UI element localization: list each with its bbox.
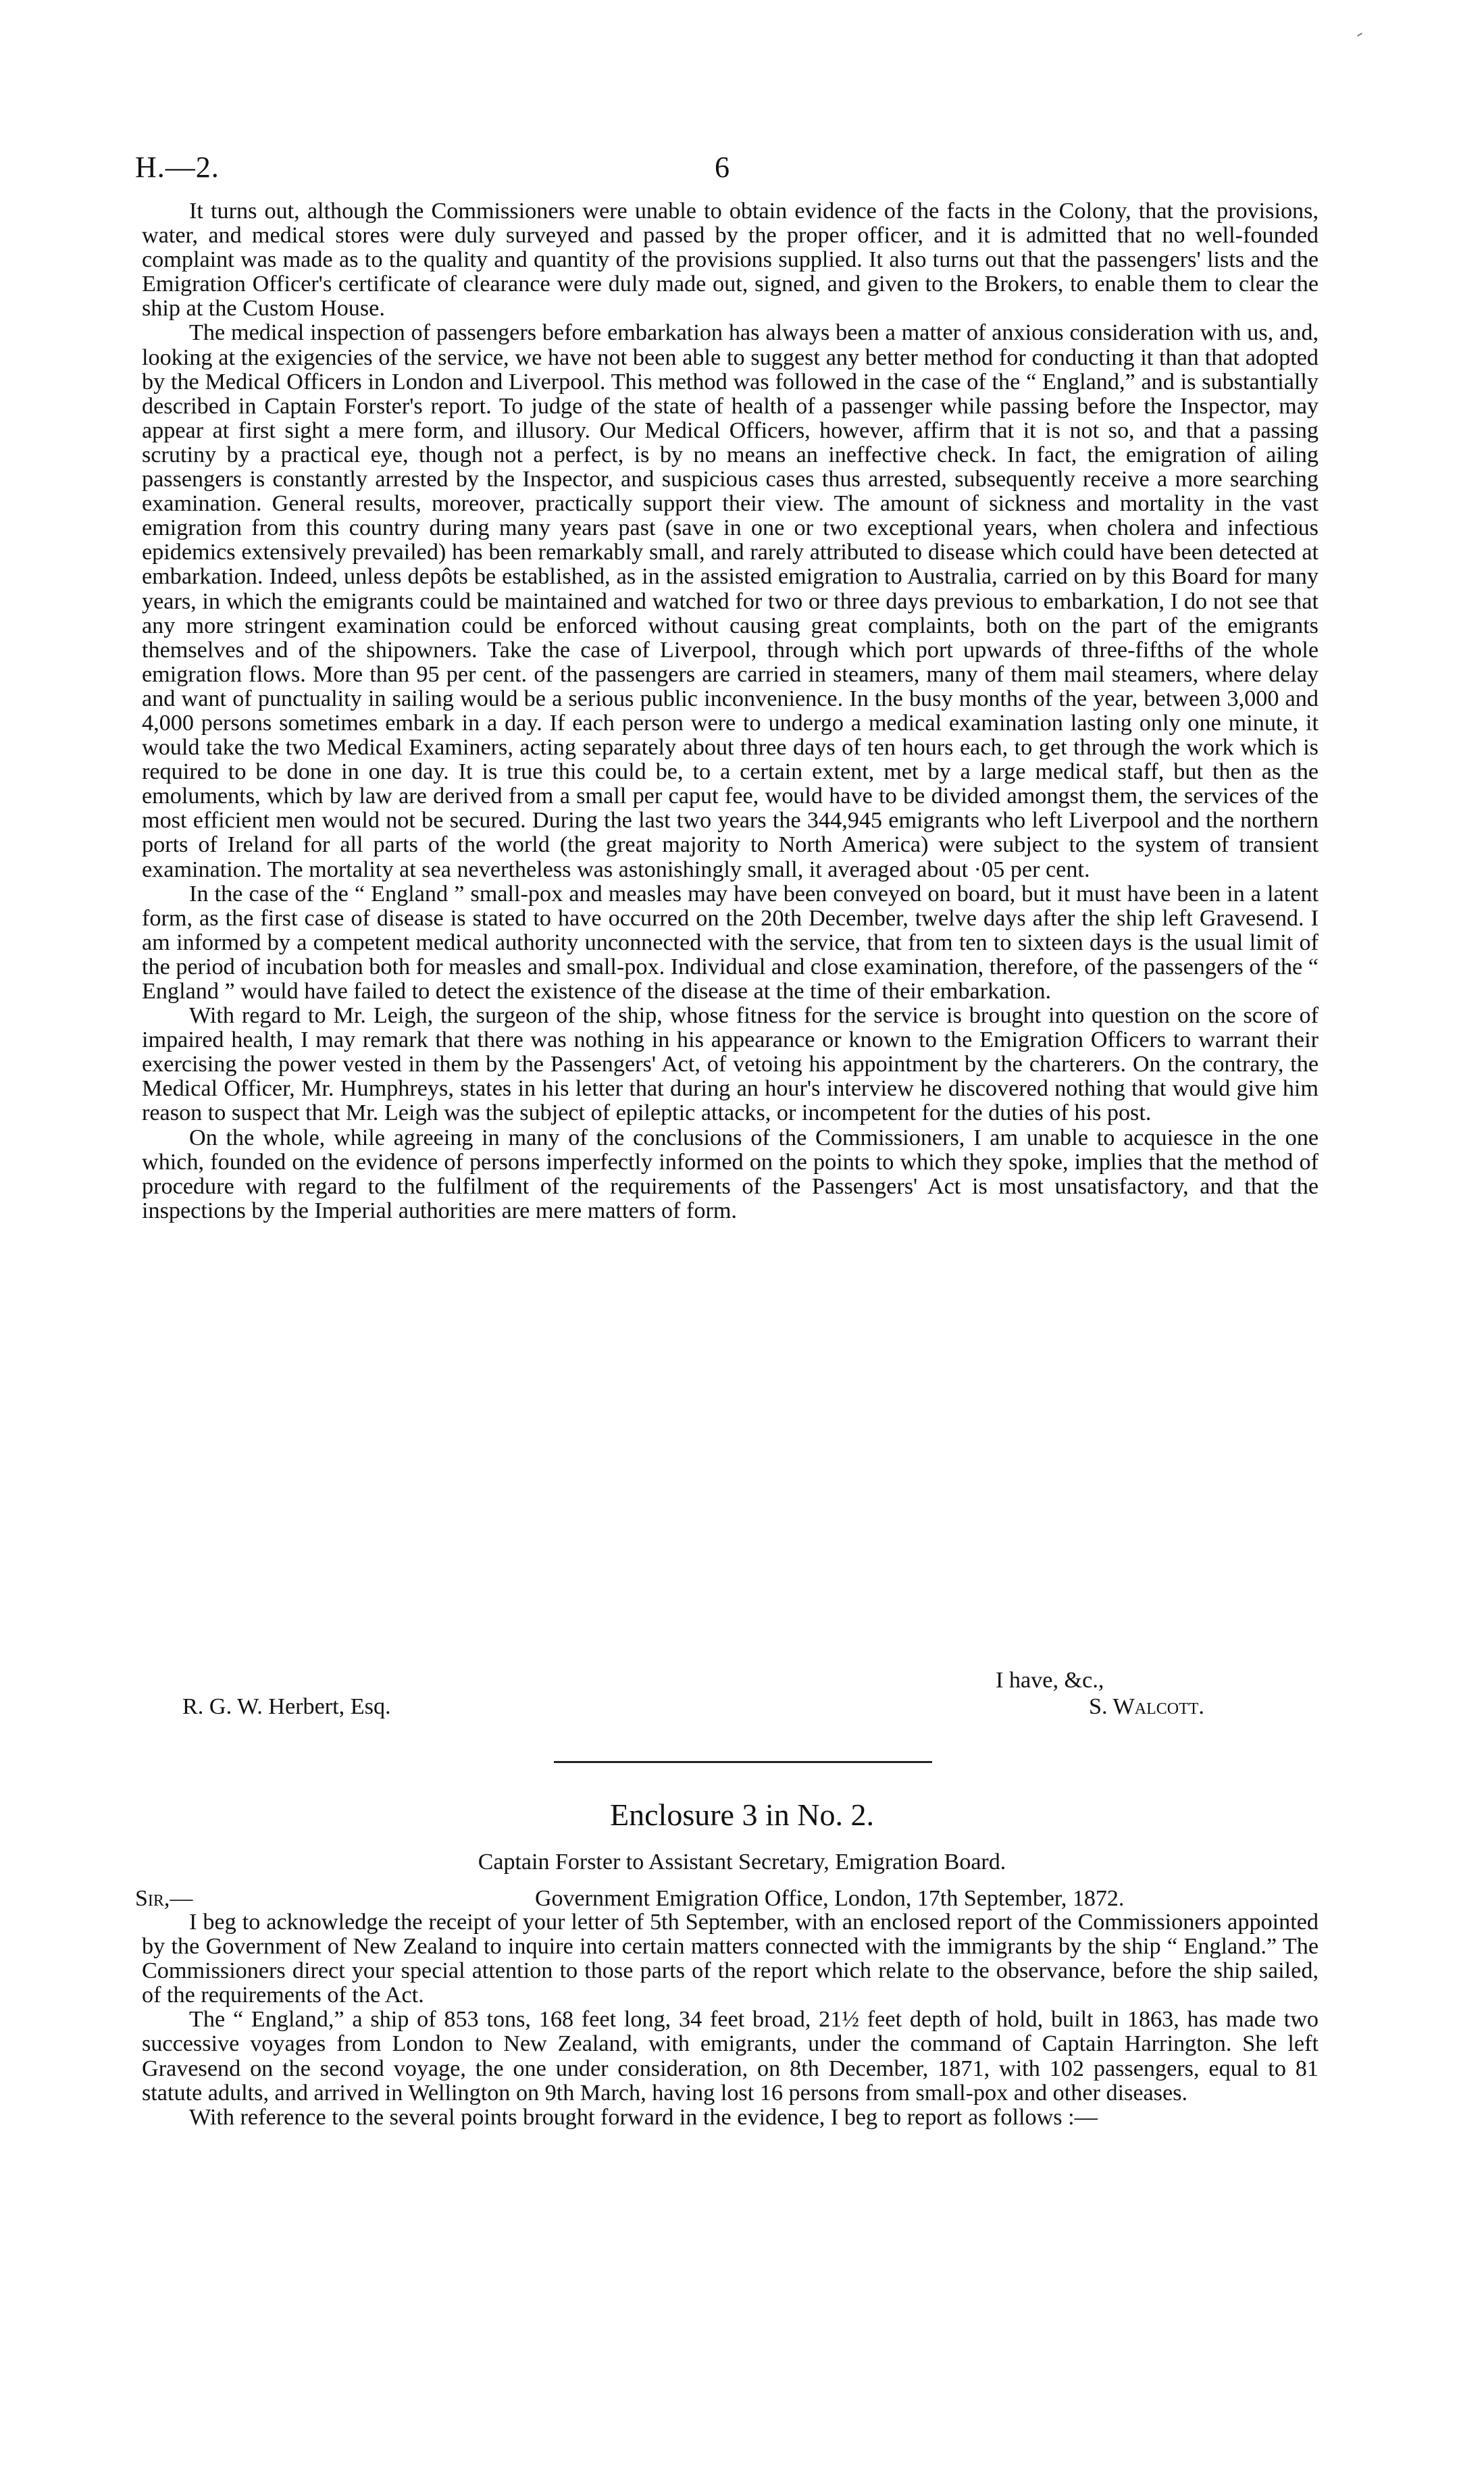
paragraph: On the whole, while agreeing in many of the conclusions of the Commissioners, I am unable to acquiesce in the one which, founded on the evidence of persons imperfectly informed on the points to which they spoke, implies that the method of procedure with regard to the fulfilment of the requirements of the Passengers' Act is most unsatisfactory, and that the inspections by the Imperial authorities are mere matters of form. xyxy=(142,1125,1319,1223)
enclosure-body xyxy=(142,1910,1319,2130)
paragraph: The “ England,” a ship of 853 tons, 168 feet long, 34 feet broad, 21½ feet depth of hold, built in 1863, has made two successive voyages from London to New Zealand, with emigrants, under the command of Captain Harrington. She left Gravesend on the second voyage, the one under consideration, on 8th December, 1871, with 102 passengers, equal to 81 statute adults, and arrived in Wellington on 9th March, having lost 16 persons from small-pox and other diseases. xyxy=(142,2007,1319,2106)
paragraph: With regard to Mr. Leigh, the surgeon of the ship, whose fitness for the service is brought into question on the score of impaired health, I may remark that there was nothing in his appearance or known to the Emigration Officers to warrant their exercising the power vested in them by the Passengers' Act, of vetoing his appointment by the charterers. On the contrary, the Medical Officer, Mr. Humphreys, states in his letter that during an hour's interview he discovered nothing that would give him reason to suspect that Mr. Leigh was the subject of epileptic attacks, or incompetent for the duties of his post. xyxy=(142,1003,1319,1126)
paragraph: The medical inspection of passengers before embarkation has always been a matter of anxious consideration with us, and, looking at the exigencies of the service, we have not been able to suggest any better method for conducting it than that adopted by the Medical Officers in London and Liverpool. This method was followed in the case of the “ England,” and is substantially described in Captain Forster's report. To judge of the state of health of a passenger while passing before the Inspector, may appear at first sight a mere form, and illusory. Our Medical Officers, however, affirm that it is not so, and that a passing scrutiny by a practical eye, though not a perfect, is by no means an ineffective check. In fact, the emigration of ailing passengers is constantly arrested by the Inspector, and suspicious cases thus arrested, subsequently receive a more searching examination. General results, moreover, practically support their view. The amount of sickness and mortality in the vast emigration from this country during many years past (save in one or two exceptional years, when cholera and infectious epidemics extensively prevailed) has been remarkably small, and rarely attributed to disease which could have been detected at embarkation. Indeed, unless depôts be established, as in the assisted emigration to Australia, carried on by this Board for many years, in which the emigrants could be maintained and watched for two or three days previous to embarkation, I do not see that any more stringent examination could be enforced without causing great complaints, both on the part of the emigrants themselves and of the shipowners. Take the case of Liverpool, through which port upwards of three-fifths of the whole emigration flows. More than 95 per cent. of the passengers are carried in steamers, many of them mail steamers, where delay and want of punctuality in sailing would be a serious public inconvenience. In the busy months of the year, between 3,000 and 4,000 persons sometimes embark in a day. If each person were to undergo a medical examination lasting only one minute, it would take the two Medical Examiners, acting separately about three days of ten hours each, to get through the work which is required to be done in one day. It is true this could be, to a certain extent, met by a large medical staff, but then as the emoluments, which by law are derived from a small per caput fee, would have to be divided amongst them, the services of the most efficient men would not be secured. During the last two years the 344,945 emigrants who left Liverpool and the northern ports of Ireland for all parts of the world (the great majority to North America) were subject to the system of transient examination. The mortality at sea nevertheless was astonishingly small, it averaged about ·05 per cent. xyxy=(142,320,1319,882)
enclosure-title: Enclosure 3 in No. 2. xyxy=(610,1798,874,1832)
addressee: R. G. W. Herbert, Esq. xyxy=(182,1694,391,1719)
paragraph: In the case of the “ England ” small-pox and measles may have been conveyed on board, but it must have been in a latent form, as the first case of disease is stated to have occurred on the 20th December, twelve days after the ship left Gravesend. I am informed by a competent medical authority unconnected with the service, that from ten to sixteen days is the usual limit of the period of incubation both for measles and small-pox. Individual and close examination, therefore, of the passengers of the “ England ” would have failed to detect the existence of the disease at the time of their embarkation. xyxy=(142,881,1319,1004)
document-reference: H.—2. xyxy=(135,151,220,184)
scan-mark xyxy=(1357,32,1364,39)
signature: S. Walcott. xyxy=(1089,1694,1204,1719)
page-number: 6 xyxy=(715,151,730,184)
paragraph: With reference to the several points brought forward in the evidence, I beg to report as follows :— xyxy=(189,2104,1098,2130)
enclosure-salutation: Sir,— xyxy=(135,1886,193,1911)
closing-salutation: I have, &c., xyxy=(996,1668,1104,1693)
enclosure-dateline: Government Emigration Office, London, 17th September, 1872. xyxy=(535,1886,1125,1911)
paragraph: I beg to acknowledge the receipt of your letter of 5th September, with an enclosed report of the Commissioners appointed by the Government of New Zealand to inquire into certain matters connected with the immigrants by the ship “ England.” The Commissioners direct your special attention to those parts of the report which relate to the observance, before the ship sailed, of the requirements of the Act. xyxy=(142,1910,1319,2008)
paragraph: It turns out, although the Commissioners were unable to obtain evidence of the facts in the Colony, that the provisions, water, and medical stores were duly surveyed and passed by the proper officer, and it is admitted that no well-founded complaint was made as to the quality and quantity of the provisions supplied. It also turns out that the passengers' lists and the Emigration Officer's certificate of clearance were duly made out, signed, and given to the Brokers, to enable them to clear the ship at the Custom House. xyxy=(142,199,1319,322)
letter-body xyxy=(142,199,1319,1223)
enclosure-subtitle: Captain Forster to Assistant Secretary, Emigration Board. xyxy=(478,1850,1006,1875)
section-divider xyxy=(554,1761,932,1763)
